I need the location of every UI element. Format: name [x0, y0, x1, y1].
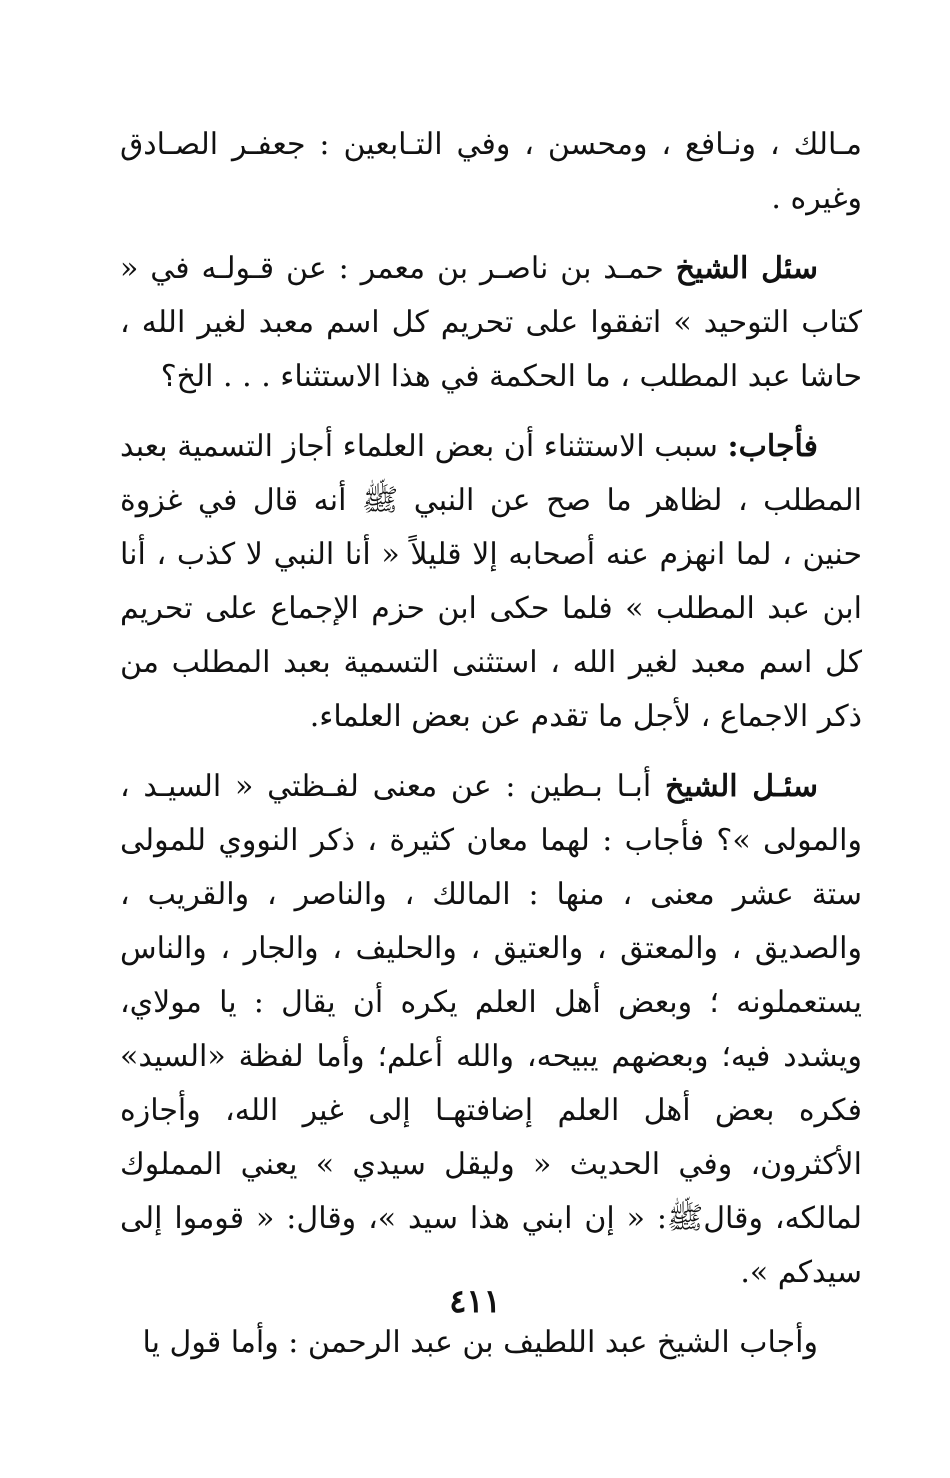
- paragraph-2-text: حمـد بن ناصـر بن معمر : عن قـولـه في « كتاب التوحيد » اتفقوا على تحريم كل اسم معبد لغير الله ، حاشا عبد المطلب ، ما الحكمة في هذا الاستثناء . . . الخ؟: [120, 251, 862, 394]
- paragraph-4-text: أبـا بـطين : عن معنى لفـظتي « السيـد ، والمولى »؟ فأجاب : لهما معان كثيرة ، ذكر النووي للمولى ستة عشر معنى ، منها : المالك ، والناصر ، والقريب ، والصديق ، والمعتق ، والعتيق ، والحليف ، والجار ، والناس يستعملونه ؛ وبعض أهل العلم يكره أن يقال : يا مولاي، ويشدد فيه؛ وبعضهم يبيحه، والله أعلم؛ وأما لفظة «السيد» فكره بعض أهل العلم إضافتهـا إلى غير الله، وأجازه الأكثرون، وفي الحديث « وليقل سيدي » يعني المملوك لمالكه، وقالﷺ: « إن ابني هذا سيد »، وقال: « قوموا إلى سيدكم ».: [120, 769, 862, 1290]
- paragraph-3-lead: فأجاب:: [727, 429, 818, 464]
- page-number: ٤١١: [449, 1282, 501, 1320]
- paragraph-2: [120, 242, 862, 404]
- paragraph-3: [120, 420, 862, 744]
- paragraph-5-text: وأجاب الشيخ عبد اللطيف بن عبد الرحمن : وأما قول يا: [142, 1325, 818, 1360]
- paragraph-4-lead: سئـل الشيخ: [664, 769, 818, 804]
- paragraph-1: [120, 118, 862, 226]
- page-body: [120, 118, 862, 1386]
- paragraph-3-text: سبب الاستثناء أن بعض العلماء أجاز التسمية بعبد المطلب ، لظاهر ما صح عن النبي ﷺ أنه قال في غزوة حنين ، لما انهزم عنه أصحابه إلا قليلاً « أنا النبي لا كذب ، أنا ابن عبد المطلب » فلما حكى ابن حزم الإجماع على تحريم كل اسم معبد لغير الله ، استثنى التسمية بعبد المطلب من ذكر الاجماع ، لأجل ما تقدم عن بعض العلماء.: [120, 429, 862, 734]
- paragraph-5: [120, 1316, 862, 1370]
- paragraph-4: [120, 760, 862, 1300]
- paragraph-1-text: مـالك ، ونـافع ، ومحسن ، وفي التـابعين : جعفـر الصـادق وغيره .: [120, 127, 862, 216]
- paragraph-2-lead: سئل الشيخ: [675, 251, 819, 286]
